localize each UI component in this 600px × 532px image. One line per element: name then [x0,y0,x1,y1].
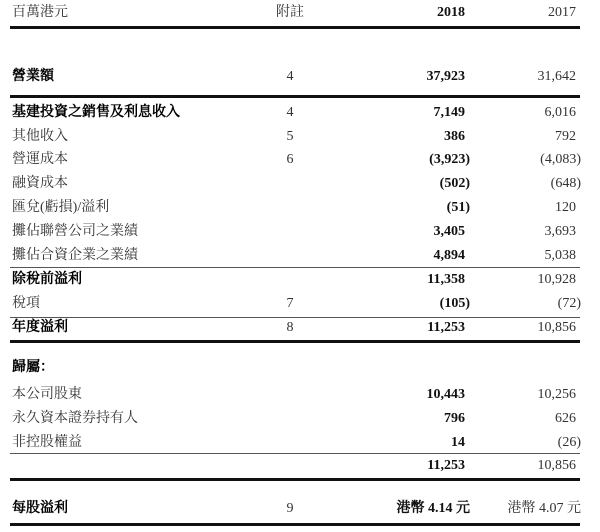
table-row [0,498,600,520]
row-note: 7 [286,296,294,311]
divider [10,523,580,526]
value-2018: (105) [439,296,470,311]
row-label: 稅項 [12,296,40,311]
divider [10,478,580,481]
table-row [0,126,600,148]
year-2018-header: 2018 [437,5,465,20]
value-2017: 10,928 [537,272,576,287]
value-2017: (4,083) [540,152,581,167]
table-row [0,197,600,219]
table-row [0,432,600,454]
year-2017-header: 2017 [548,5,576,20]
row-label: 本公司股東 [12,387,82,402]
value-2017: 港幣 4.07 元 [507,501,581,516]
value-2018: 386 [444,129,465,144]
table-row [0,293,600,315]
value-2018: (51) [446,200,470,215]
row-label: 非控股權益 [12,435,82,450]
divider [10,340,580,343]
value-2017: (648) [550,176,581,191]
row-label: 營業額 [12,69,54,84]
value-2017: 10,256 [537,387,576,402]
row-label: 匯兌(虧損)/溢利 [12,200,110,215]
value-2018: 796 [444,411,465,426]
row-label: 營運成本 [12,152,68,167]
value-2017: (26) [557,435,581,450]
row-note: 9 [286,501,294,516]
value-2018: 10,443 [426,387,465,402]
value-2017: 6,016 [544,105,576,120]
value-2017: 10,856 [537,320,576,335]
row-label: 攤佔聯營公司之業績 [12,224,138,239]
value-2018: 11,253 [427,320,465,335]
table-row [0,245,600,267]
value-2018: 11,358 [427,272,465,287]
table-row [0,102,600,124]
divider [10,453,580,454]
divider [10,317,580,318]
divider [10,26,580,29]
row-note: 4 [286,69,294,84]
value-2018: 港幣 4.14 元 [396,501,470,516]
table-row [0,455,600,477]
row-label: 融資成本 [12,176,68,191]
value-2017: 120 [555,200,576,215]
table-row [0,173,600,195]
note-header: 附註 [276,5,304,20]
row-label: 基建投資之銷售及利息收入 [12,105,180,120]
table-row [0,408,600,430]
value-2017: 792 [555,129,576,144]
value-2017: 10,856 [537,458,576,473]
row-note: 4 [286,105,294,120]
row-label: 每股溢利 [12,501,68,516]
row-label: 除稅前溢利 [12,272,82,287]
table-row [0,384,600,406]
value-2018: 14 [451,435,465,450]
table-row [0,66,600,88]
row-label: 攤佔合資企業之業績 [12,248,138,263]
row-label: 歸屬： [12,360,54,375]
value-2017: 626 [555,411,576,426]
divider [10,95,580,98]
row-note: 5 [286,129,294,144]
divider [10,267,580,268]
value-2017: 31,642 [537,69,576,84]
value-2018: 4,894 [433,248,465,263]
value-2018: (502) [439,176,470,191]
table-row [0,269,600,291]
value-2017: (72) [557,296,581,311]
header-row [0,2,600,24]
table-row [0,221,600,243]
value-2018: (3,923) [429,152,470,167]
table-row [0,357,600,379]
row-note: 6 [286,152,294,167]
value-2018: 37,923 [426,69,465,84]
value-2018: 7,149 [433,105,465,120]
row-label: 永久資本證券持有人 [12,411,138,426]
row-label: 年度溢利 [12,320,68,335]
value-2017: 3,693 [544,224,576,239]
table-row [0,149,600,171]
row-label: 其他收入 [12,129,68,144]
value-2017: 5,038 [544,248,576,263]
row-note: 8 [286,320,294,335]
value-2018: 3,405 [433,224,465,239]
unit-label: 百萬港元 [12,5,68,20]
value-2018: 11,253 [427,458,465,473]
table-row [0,317,600,339]
